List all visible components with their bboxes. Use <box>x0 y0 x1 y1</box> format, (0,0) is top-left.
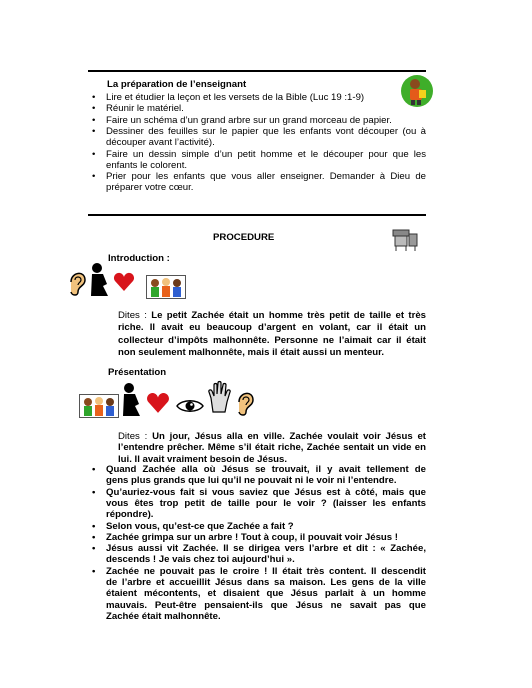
bullet-marker: • <box>92 464 96 475</box>
bullet-marker: • <box>92 171 96 183</box>
list-item-line: Prier pour les enfants que vous aller enseigner. Demander à Dieu de <box>106 171 426 183</box>
presentation-heading: Présentation <box>108 367 167 378</box>
bullet-marker: • <box>92 125 96 137</box>
eye-icon <box>176 398 204 414</box>
list-item-line: gens plus grands que lui qu’il ne pouvait ni le voir ni l’entendre. <box>106 475 397 487</box>
paragraph-line: Dites : Un jour, Jésus alla en ville. Zachée voulait voir Jésus et <box>118 431 426 442</box>
praying-figure-icon <box>88 262 110 298</box>
bullet-marker: • <box>92 103 96 115</box>
paragraph-line: collecteur d’impôts malhonnête. Personne ne l’aimait car il était <box>118 334 426 346</box>
heart-icon <box>113 272 135 292</box>
prep-heading: La préparation de l’enseignant <box>107 79 247 90</box>
children-group-icon <box>79 394 119 418</box>
list-item-line: Lire et étudier la leçon et les versets de la Bible (Luc 19 :1-9) <box>106 92 365 103</box>
list-item-line: Selon vous, qu’est-ce que Zachée a fait ? <box>106 520 294 532</box>
heart-icon <box>146 392 170 414</box>
list-item-line: préparer votre cœur. <box>106 182 194 194</box>
bullet-marker: • <box>92 565 96 577</box>
bullet-marker: • <box>92 543 96 555</box>
intro-heading: Introduction : <box>108 253 170 264</box>
list-item-line: Faire un schéma d’un grand arbre sur un grand morceau de papier. <box>106 114 392 126</box>
bullet-marker: • <box>92 531 96 543</box>
list-item-line: descends ! Je vais chez toi aujourd’hui ». <box>106 554 295 566</box>
procedure-title: PROCEDURE <box>213 232 275 243</box>
list-item-line: étaient mécontents, et disaient que Jésus parlait à un homme <box>106 588 426 600</box>
desk-icon <box>390 226 420 252</box>
paragraph-line: non seulement malhonnête, mais il était aussi un menteur. <box>118 347 385 359</box>
list-item-line: Jésus aussi vit Zachée. Il se dirigea vers l’arbre et dit : « Zachée, <box>106 543 426 555</box>
ear-icon <box>66 268 88 298</box>
paragraph-line: riche. Il avait eu beaucoup d’argent en volant, car il était un <box>118 322 426 334</box>
list-item-line: Réunir le matériel. <box>106 103 184 115</box>
list-item-line: répondre). <box>106 509 154 521</box>
ear-icon <box>234 388 256 418</box>
list-item-line: vous êtes trop petit de taille pour le voir ? (laisser les enfants <box>106 497 426 509</box>
bullet-marker: • <box>92 520 96 532</box>
list-item-line: découper avant l’activité). <box>106 137 215 149</box>
top-divider <box>88 70 426 72</box>
list-item-line: enfants le colorent. <box>106 159 188 171</box>
paragraph-line: l’entendre prêcher. Même s’il était riche, Zachée sentait un vide en <box>118 442 426 454</box>
praying-figure-icon <box>120 382 142 418</box>
prep-divider <box>88 214 426 216</box>
list-item-line: Quand Zachée alla où Jésus se trouvait, il y avait tellement de <box>106 464 426 475</box>
bullet-marker: • <box>92 114 96 126</box>
bullet-marker: • <box>92 92 96 103</box>
list-item-line: Zachée était malhonnête. <box>106 610 221 622</box>
children-group-icon <box>146 275 186 299</box>
list-item-line: Dessiner des feuilles sur le papier que les enfants vont découper (ou à <box>106 125 426 137</box>
paragraph-line: Dites : Le petit Zachée était un homme très petit de taille et très <box>118 310 426 321</box>
list-item-line: mauvais. Peut-être pensaient-ils que Jésus ne savait pas que <box>106 599 426 611</box>
bullet-marker: • <box>92 486 96 498</box>
list-item-line: de l’arbre et accueillit Jésus dans sa maison. Les gens de la ville <box>106 577 426 588</box>
list-item-line: Faire un dessin simple d’un petit homme et le découper pour que les <box>106 148 426 160</box>
list-item-line: Zachée grimpa sur un arbre ! Tout à coup, il pouvait voir Jésus ! <box>106 531 398 543</box>
list-item-line: Zachée ne pouvait pas le croire ! Il était très content. Il descendit <box>106 565 426 577</box>
list-item-line: Qu’auriez-vous fait si vous saviez que Jésus est à côté, mais que <box>106 486 426 498</box>
hand-icon <box>206 380 232 414</box>
paragraph-line: lui. Il avait vraiment besoin de Jésus. <box>118 453 288 465</box>
bullet-marker: • <box>92 148 96 160</box>
